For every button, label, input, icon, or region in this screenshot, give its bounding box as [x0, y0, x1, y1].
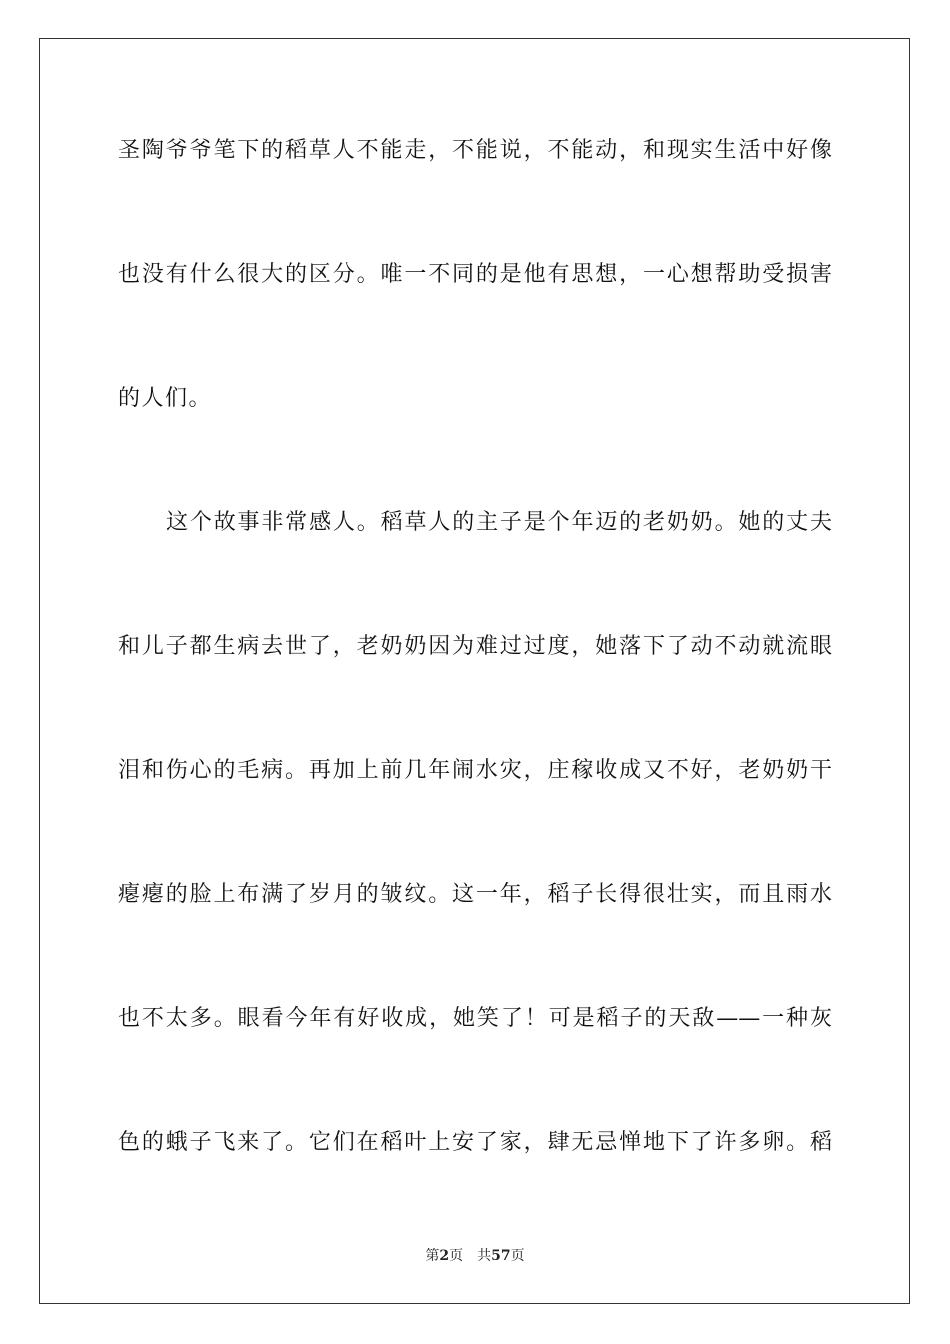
- page-suffix: 页: [449, 1248, 464, 1264]
- page-border: [39, 38, 910, 1304]
- total-page-count: 57: [491, 1248, 511, 1264]
- text-line-7: 瘪瘪的脸上布满了岁月的皱纹。这一年，稻子长得很壮实，而且雨水: [118, 882, 832, 907]
- text-line-1: 圣陶爷爷笔下的稻草人不能走，不能说，不能动，和现实生活中好像: [118, 138, 832, 163]
- text-line-9: 色的蛾子飞来了。它们在稻叶上安了家，肆无忌惮地下了许多卵。稻: [118, 1130, 832, 1155]
- page-prefix: 第: [425, 1248, 440, 1264]
- text-line-8: 也不太多。眼看今年有好收成，她笑了！可是稻子的天敌——一种灰: [118, 1006, 832, 1031]
- current-page-number: 2: [439, 1248, 450, 1264]
- text-line-4-paragraph-start: 这个故事非常感人。稻草人的主子是个年迈的老奶奶。她的丈夫: [166, 510, 832, 535]
- total-suffix: 页: [510, 1248, 525, 1264]
- text-line-3: 的人们。: [118, 386, 213, 411]
- text-line-6: 泪和伤心的毛病。再加上前几年闹水灾，庄稼收成又不好，老奶奶干: [118, 758, 832, 783]
- text-line-5: 和儿子都生病去世了，老奶奶因为难过过度，她落下了动不动就流眼: [118, 634, 832, 659]
- total-prefix: 共: [477, 1248, 492, 1264]
- page-footer: [0, 1246, 950, 1266]
- text-line-2: 也没有什么很大的区分。唯一不同的是他有思想，一心想帮助受损害: [118, 262, 832, 287]
